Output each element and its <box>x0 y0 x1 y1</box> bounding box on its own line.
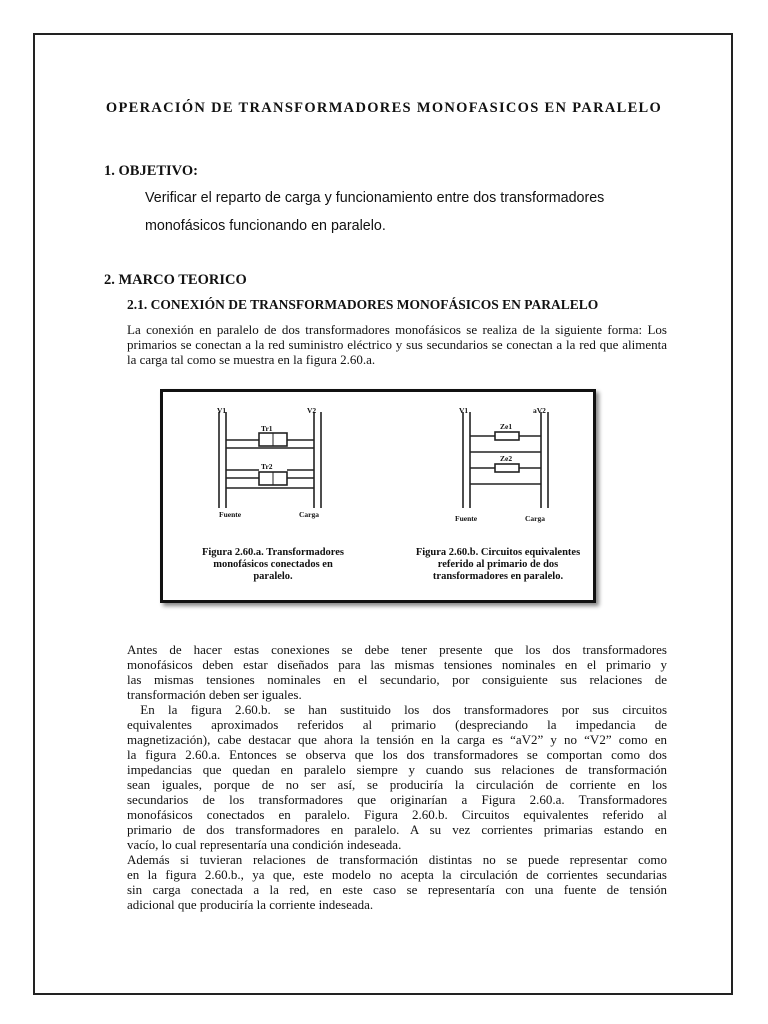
ze2-label: Ze2 <box>500 454 513 463</box>
body-line: la figura 2.60.a. Entonces se observa que los dos transformadores se comportan como dos <box>127 747 667 762</box>
objective-line-2: monofásicos funcionando en paralelo. <box>145 218 386 234</box>
body-line: monofásicos conectados en paralelo. Figura 2.60.b. Circuitos equivalentes referido al <box>127 807 667 822</box>
left-load-label: Carga <box>299 510 319 519</box>
figure-2-60 <box>160 389 596 603</box>
body-line: en la figura 2.60.b., ya que, este modelo no acepta la circulación de corrientes secundarias <box>127 867 667 882</box>
body-line: vacío, lo cual representaría una condición indeseada. <box>127 837 402 852</box>
body-line: sin carga conectada a la red, en este caso se representaría con una fuente de tensión <box>127 882 667 897</box>
body-line: Antes de hacer estas conexiones se debe tener presente que los dos transformadores <box>127 642 667 657</box>
subsection-2-1-heading: 2.1. CONEXIÓN DE TRANSFORMADORES MONOFÁSICOS EN PARALELO <box>127 297 599 312</box>
tr1-label: Tr1 <box>261 424 273 433</box>
body-line: sean iguales, porque de no ser así, se produciría la circulación de corriente en los <box>127 777 667 792</box>
caption-figure-a <box>173 547 373 583</box>
body-line: monofásicos deben estar diseñados para las mismas tensiones nominales en el primario y <box>127 657 667 672</box>
right-v1-label: V1 <box>459 406 469 415</box>
caption-a-line-1: Figura 2.60.a. Transformadores <box>201 547 345 558</box>
left-source-label: Fuente <box>219 510 242 519</box>
left-v1-label: V1 <box>217 406 227 415</box>
section-2-heading: 2. MARCO TEORICO <box>104 272 247 288</box>
body-line: magnetización), cabe destacar que ahora la tensión en la carga es “aV2” y no “V2” como en <box>127 732 667 747</box>
intro-paragraph: La conexión en paralelo de dos transformadores monofásicos se realiza de la siguiente forma: Los primarios se conectan a la red suministro eléctrico y sus secundarios se conectan a la red que alimenta la carga tal como se muestra en la figura 2.60.a. <box>127 322 667 367</box>
objective-line-1: Verificar el reparto de carga y funcionamiento entre dos transformadores <box>145 190 605 206</box>
right-source-label: Fuente <box>455 514 478 523</box>
body-text <box>127 642 667 912</box>
body-line: las mismas tensiones nominales en el secundario, por consiguiente sus relaciones de <box>127 672 667 687</box>
right-av2-label: aV2 <box>533 406 546 415</box>
body-line: impedancias que quedan en paralelo siempre y cuando sus relaciones de transformación <box>127 762 667 777</box>
body-line: adicional que produciría la corriente indeseada. <box>127 897 374 912</box>
left-v2-label: V2 <box>307 406 317 415</box>
body-line: Además si tuvieran relaciones de transformación distintas no se puede representar como <box>127 852 667 867</box>
tr2-label: Tr2 <box>261 462 273 471</box>
body-line: secundarios de los transformadores que originarían a Figura 2.60.a. Transformadores <box>127 792 667 807</box>
caption-a-line-3: paralelo. <box>253 571 293 582</box>
caption-b-line-2: referido al primario de dos <box>437 559 559 570</box>
diagram-parallel-transformers <box>199 400 349 520</box>
ze1-label: Ze1 <box>500 422 513 431</box>
caption-figure-b <box>403 547 593 583</box>
body-line: En la figura 2.60.b. se han sustituido los dos transformadores por sus circuitos <box>127 702 667 717</box>
section-1-heading: 1. OBJETIVO: <box>104 163 198 179</box>
caption-a-line-2: monofásicos conectados en <box>213 559 333 570</box>
body-line: primario de dos transformadores en paralelo. A su vez corrientes primarias estando en <box>127 822 667 837</box>
body-line: transformación deben ser iguales. <box>127 687 302 702</box>
caption-b-line-1: Figura 2.60.b. Circuitos equivalentes <box>415 547 581 558</box>
document-title: OPERACIÓN DE TRANSFORMADORES MONOFASICOS EN PARALELO <box>105 100 663 116</box>
right-load-label: Carga <box>525 514 545 523</box>
caption-b-line-3: transformadores en paralelo. <box>432 571 564 582</box>
body-line: equivalentes aproximados referidos al primario (despreciando la impedancia de <box>127 717 667 732</box>
